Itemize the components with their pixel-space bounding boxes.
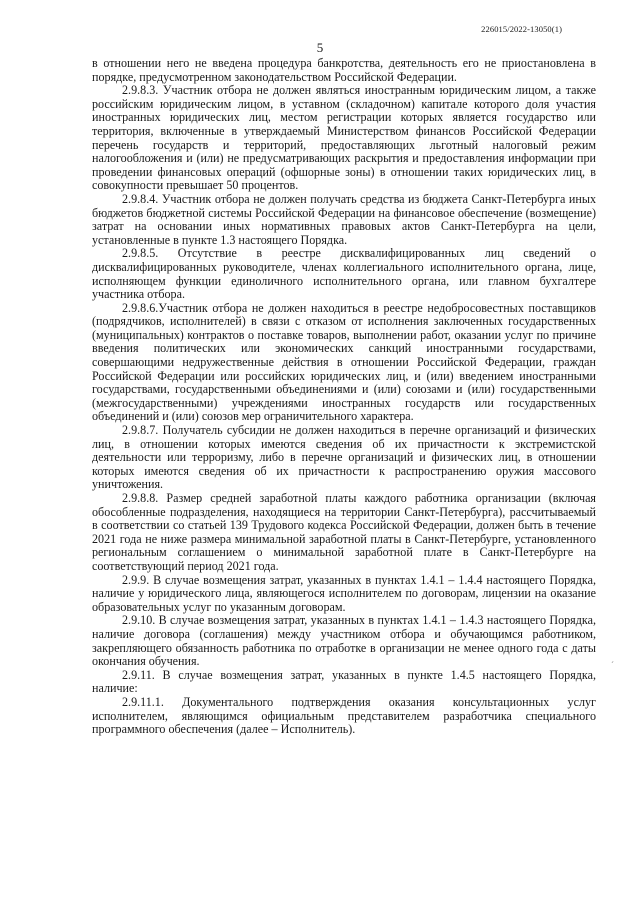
paragraph-2-9-10: 2.9.10. В случае возмещения затрат, указанных в пунктах 1.4.1 – 1.4.3 настоящего Порядка, наличие договора (соглашения) между участником отбора и обучающимся работником, закрепляющего обязанность работника по отработке в организации не менее одного года с даты окончания обучения. — [92, 613, 596, 669]
paragraph-continuation: в отношении него не введена процедура банкротства, деятельность его не приостановлена в порядке, предусмотренном законодательством Российской Федерации. — [92, 56, 596, 84]
document-body — [92, 57, 596, 737]
paragraph-2-9-8-6: 2.9.8.6.Участник отбора не должен находиться в реестре недобросовестных поставщиков (подрядчиков, исполнителей) в связи с отказом от исполнения заключенных государственных (муниципальных) контрактов о поставке товаров, выполнении работ, оказании услуг по причине введения политических или экономических санкций иностранными государствами, совершающими недружественные действия в отношении Российской Федерации, граждан Российской Федерации или российских юридических лиц, и (или) введением иностранными государствами, государственными объединениями и (или) союзами и (или) государственными (межгосударственными) учреждениями иностранных государств или государственных объединений и (или) союзов мер ограничительного характера. — [92, 300, 596, 424]
paragraph-2-9-8-5: 2.9.8.5. Отсутствие в реестре дисквалифицированных лиц сведений о дисквалифицированных руководителе, членах коллегиального исполнительного органа, лице, исполняющем функции единоличного исполнительного органа, или главном бухгалтере участника отбора. — [92, 246, 596, 302]
paragraph-2-9-8-4: 2.9.8.4. Участник отбора не должен получать средства из бюджета Санкт-Петербурга иных бюджетов бюджетной системы Российской Федерации на финансовое обеспечение (возмещение) затрат на основании иных нормативных правовых актов Санкт-Петербурга на цели, установленные в пункте 1.3 настоящего Порядка. — [92, 191, 596, 247]
paragraph-2-9-9: 2.9.9. В случае возмещения затрат, указанных в пунктах 1.4.1 – 1.4.4 настоящего Порядка, наличие у юридического лица, являющегося исполнителем по договорам, лицензии на оказание образовательных услуг по указанным договорам. — [92, 572, 596, 614]
document-id: 226015/2022-13050(1) — [481, 24, 562, 34]
page-number: 5 — [316, 40, 324, 55]
paragraph-2-9-8-3: 2.9.8.3. Участник отбора не должен являться иностранным юридическим лицом, а также российским юридическим лицом, в уставном (складочном) капитале которого доля участия иностранных юридических лиц, местом регистрации которых является государство или территория, включенные в утверждаемый Министерством финансов Российской Федерации перечень государств и территорий, предоставляющих льготный налоговый режим налогообложения и (или) не предусматривающих раскрытия и предоставления информации при проведении финансовых операций (офшорные зоны) в отношении таких юридических лиц, в совокупности превышает 50 процентов. — [92, 83, 596, 193]
paragraph-2-9-8-7: 2.9.8.7. Получатель субсидии не должен находиться в перечне организаций и физических лиц, в отношении которых имеются сведения об их причастности к экстремистской деятельности или терроризму, либо в перечне организаций и физических лиц, в отношении которых имеются сведения об их причастности к распространению оружия массового уничтожения. — [92, 423, 596, 492]
paragraph-2-9-11-1: 2.9.11.1. Документального подтверждения оказания консультационных услуг исполнителем, являющимся официальным представителем разработчика специального программного обеспечения (далее – Исполнитель). — [92, 694, 596, 737]
paragraph-2-9-8-8: 2.9.8.8. Размер средней заработной платы каждого работника организации (включая обособленные подразделения, находящиеся на территории Санкт-Петербурга), рассчитываемый в соответствии со статьей 139 Трудового кодекса Российской Федерации, должен быть в течение 2021 года не ниже размера минимальной заработной платы в Санкт-Петербурге, установленного региональным соглашением о минимальной заработной плате в Санкт-Петербурге на соответствующий период 2021 года. — [92, 491, 596, 573]
paragraph-2-9-11: 2.9.11. В случае возмещения затрат, указанных в пункте 1.4.5 настоящего Порядка, наличие: — [92, 667, 596, 696]
margin-mark: ˊ — [611, 660, 614, 670]
